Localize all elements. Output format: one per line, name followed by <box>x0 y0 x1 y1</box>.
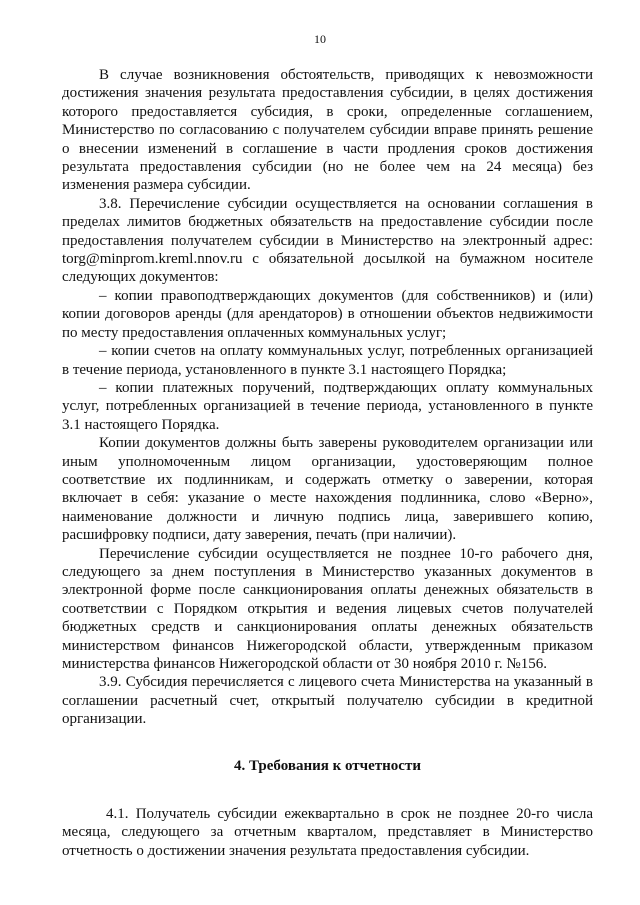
list-item-utility-invoices: – копии счетов на оплату коммунальных услуг, потребленных организацией в течение периода, установленного в пункте 3.1 настоящего Порядка; <box>62 343 593 378</box>
paragraph-3-8: 3.8. Перечисление субсидии осуществляется на основании соглашения в пределах лимитов бюджетных обязательств на предоставление субсидии после предоставления получателем субсидии в Министерство на электронный адрес: torg@minprom.kreml.nnov.ru с обязательной досылкой на бумажном носителе следующих документов: <box>62 195 593 286</box>
paragraph-transfer-terms: Перечисление субсидии осуществляется не позднее 10-го рабочего дня, следующего за днем поступления в Министерство указанных документов в электронной форме после санкционирования оплаты денежных обязательств в соответствии с Порядком открытия и ведения лицевых счетов получателей бюджетных средств и санкционирования оплаты денежных обязательств министерством финансов Нижегородской области, утвержденным приказом министерства финансов Нижегородской области от 30 ноября 2010 г. №156. <box>62 545 593 672</box>
paragraph-deadline-extension: В случае возникновения обстоятельств, приводящих к невозможности достижения значения результата предоставления субсидии, в целях достижения которого предоставляется субсидия, в сроки, определенные соглашением, Министерство по согласованию с получателем субсидии вправе принять решение о внесении изменений в соглашение в части продления сроков достижения результата предоставления субсидии (но не более чем на 24 месяца) без изменения размера субсидии. <box>62 67 593 194</box>
paragraph-3-9: 3.9. Субсидия перечисляется с лицевого счета Министерства на указанный в соглашении расчетный счет, открытый получателю субсидии в кредитной организации. <box>62 674 593 728</box>
document-body <box>62 66 593 860</box>
paragraph-copies-certification: Копии документов должны быть заверены руководителем организации или иным уполномоченным лицом организации, удостоверяющим полное соответствие их подлинникам, и содержать отметку о заверении, которая включает в себя: указание о месте нахождения подлинника, слово «Верно», наименование должности и личную подпись лица, заверившего копию, расшифровку подписи, дату заверения, печать (при наличии). <box>62 435 593 544</box>
list-item-ownership-docs: – копии правоподтверждающих документов (для собственников) и (или) копии договоров аренды (для арендаторов) в отношении объектов недвижимости по месту предоставления оплаченных коммунальных услуг; <box>62 287 593 341</box>
section-heading-reporting: 4. Требования к отчетности <box>234 757 421 774</box>
list-item-payment-orders: – копии платежных поручений, подтверждающих оплату коммунальных услуг, потребленных организацией в течение периода, установленного в пункте 3.1 настоящего Порядка. <box>62 379 593 433</box>
paragraph-4-1: 4.1. Получатель субсидии ежеквартально в срок не позднее 20-го числа месяца, следующего за отчетным кварталом, представляет в Министерство отчетность о достижении значения результата предоставления субсидии. <box>62 806 593 859</box>
page-number: 10 <box>314 32 326 46</box>
